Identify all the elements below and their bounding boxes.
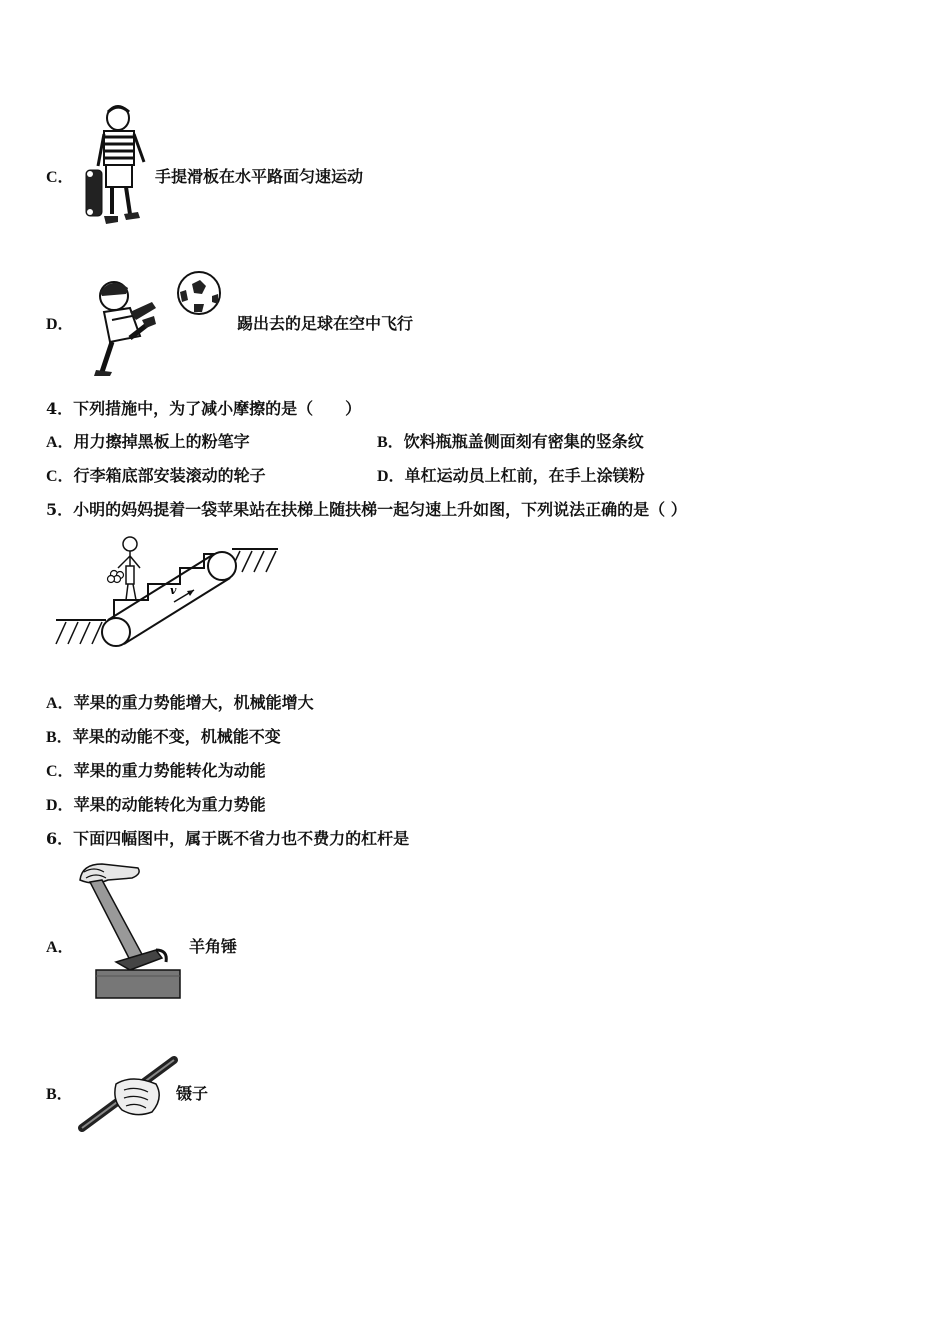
option-label: B． bbox=[377, 434, 404, 451]
option-label: A． bbox=[46, 695, 74, 712]
option-text: 单杠运动员上杠前，在手上涂镁粉 bbox=[404, 466, 645, 485]
option-text: 用力擦掉黑板上的粉笔字 bbox=[73, 432, 250, 451]
claw-hammer-illustration bbox=[72, 858, 182, 1000]
option-text: 苹果的动能不变，机械能不变 bbox=[72, 727, 281, 746]
q4-option-c bbox=[46, 463, 266, 486]
option-text: 镊子 bbox=[176, 1084, 209, 1103]
boy-with-skateboard-illustration bbox=[82, 104, 152, 228]
option-text: 苹果的重力势能增大，机械能增大 bbox=[73, 693, 314, 712]
q4-option-d bbox=[377, 463, 645, 486]
option-label: D． bbox=[46, 316, 74, 333]
option-label: C． bbox=[46, 763, 74, 780]
question-4-stem: 4．下列措施中，为了减小摩擦的是（ ） bbox=[46, 399, 362, 418]
option-text: 苹果的动能转化为重力势能 bbox=[73, 795, 266, 814]
option-label: C． bbox=[46, 468, 74, 485]
question-5-stem: 5．小明的妈妈提着一袋苹果站在扶梯上随扶梯一起匀速上升如图，下列说法正确的是（ ） bbox=[46, 500, 687, 519]
q4-option-b bbox=[377, 429, 644, 452]
velocity-label: v bbox=[170, 584, 177, 597]
option-text: 手提滑板在水平路面匀速运动 bbox=[155, 167, 364, 186]
option-label: A． bbox=[46, 939, 74, 956]
q5-option-c bbox=[46, 758, 266, 781]
q5-option-b bbox=[46, 724, 281, 747]
option-label: B． bbox=[46, 729, 73, 746]
q5-option-d bbox=[46, 792, 266, 815]
option-label: C． bbox=[46, 169, 74, 186]
tweezers-illustration bbox=[76, 1054, 180, 1136]
option-text: 行李箱底部安装滚动的轮子 bbox=[73, 466, 266, 485]
question-6-stem: 6．下面四幅图中，属于既不省力也不费力的杠杆是 bbox=[46, 829, 410, 848]
q5-option-a bbox=[46, 690, 314, 713]
option-label: A． bbox=[46, 434, 74, 451]
option-text: 苹果的重力势能转化为动能 bbox=[73, 761, 266, 780]
option-text: 踢出去的足球在空中飞行 bbox=[237, 314, 414, 333]
option-label: D． bbox=[377, 468, 405, 485]
option-text: 饮料瓶瓶盖侧面刻有密集的竖条纹 bbox=[403, 432, 644, 451]
option-text: 羊角锤 bbox=[189, 937, 238, 956]
q4-option-a bbox=[46, 429, 250, 452]
boy-kicking-ball-illustration bbox=[82, 272, 232, 378]
option-label: D． bbox=[46, 797, 74, 814]
escalator-figure bbox=[54, 534, 282, 650]
option-label: B． bbox=[46, 1086, 73, 1103]
